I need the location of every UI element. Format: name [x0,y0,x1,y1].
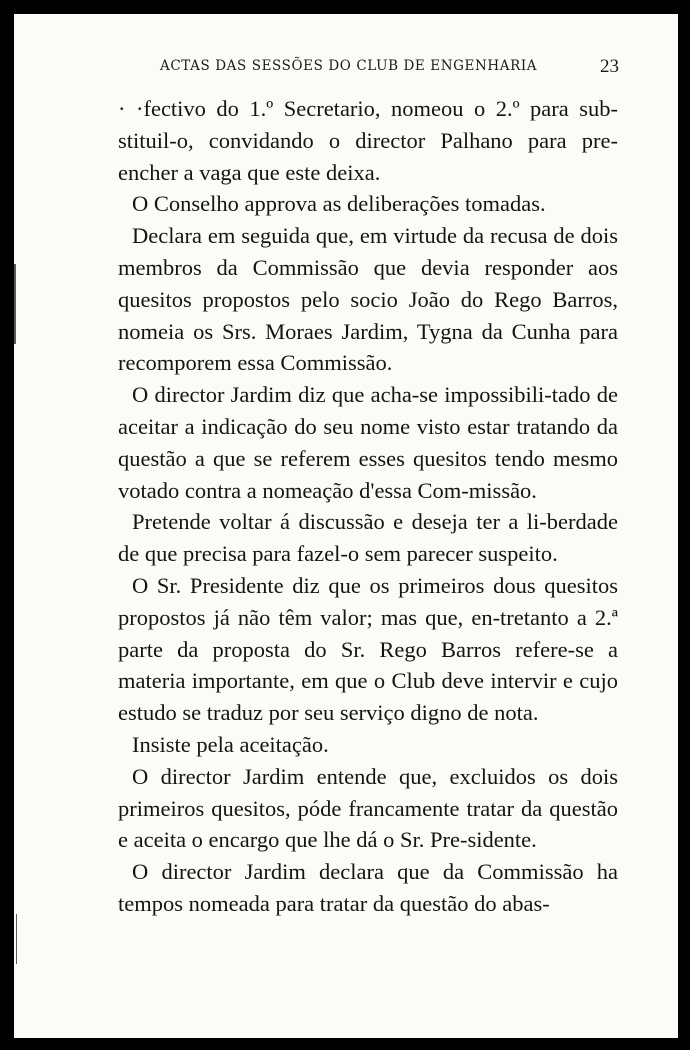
paragraph: Declara em seguida que, em virtude da recusa de dois membros da Commissão que devia responder aos quesitos propostos pelo socio João do Rego Barros, nomeia os Srs. Moraes Jardim, Tygna da Cunha para recomporem essa Commissão. [118,223,618,376]
paragraph: O director Jardim diz que acha-se impossibili-tado de aceitar a indicação do seu nome visto estar tratando da questão a que se referem esses quesitos tendo mesmo votado contra a nomeação d'essa Com-missão. [118,382,618,503]
book-page [14,14,678,1038]
paragraph: O Sr. Presidente diz que os primeiros dous quesitos propostos já não têm valor; mas que, en-tretanto a 2.ª parte da proposta do Sr. Rego Barros refere-se a materia importante, em que o Club deve intervir e cujo estudo se traduz por seu serviço digno de nota. [118,572,618,726]
scan-artifact [16,914,17,964]
paragraph: Pretende voltar á discussão e deseja ter a li-berdade de que precisa para fazel-o sem parecer suspeito. [118,509,618,567]
paragraph: Insiste pela aceitação. [132,731,329,757]
paragraph: O director Jardim declara que da Commissão ha tempos nomeada para tratar da questão do abas- [118,859,618,916]
paragraph: · ·fectivo do 1.º Secretario, nomeou o 2.º para sub-stituil-o, convidando o director Palhano para pre-encher a vaga que este deixa. [118,96,618,185]
paragraph: O director Jardim entende que, excluidos os dois primeiros quesitos, póde francamente tratar da questão e aceita o encargo que lhe dá o Sr. Pre-sidente. [118,763,618,853]
body-text [118,93,618,920]
paragraph: O Conselho approva as deliberações tomadas. [132,191,546,217]
page-number: 23 [600,56,619,77]
scan-artifact [14,264,16,344]
running-header-title: ACTAS DAS SESSÕES DO CLUB DE ENGENHARIA [160,58,538,74]
